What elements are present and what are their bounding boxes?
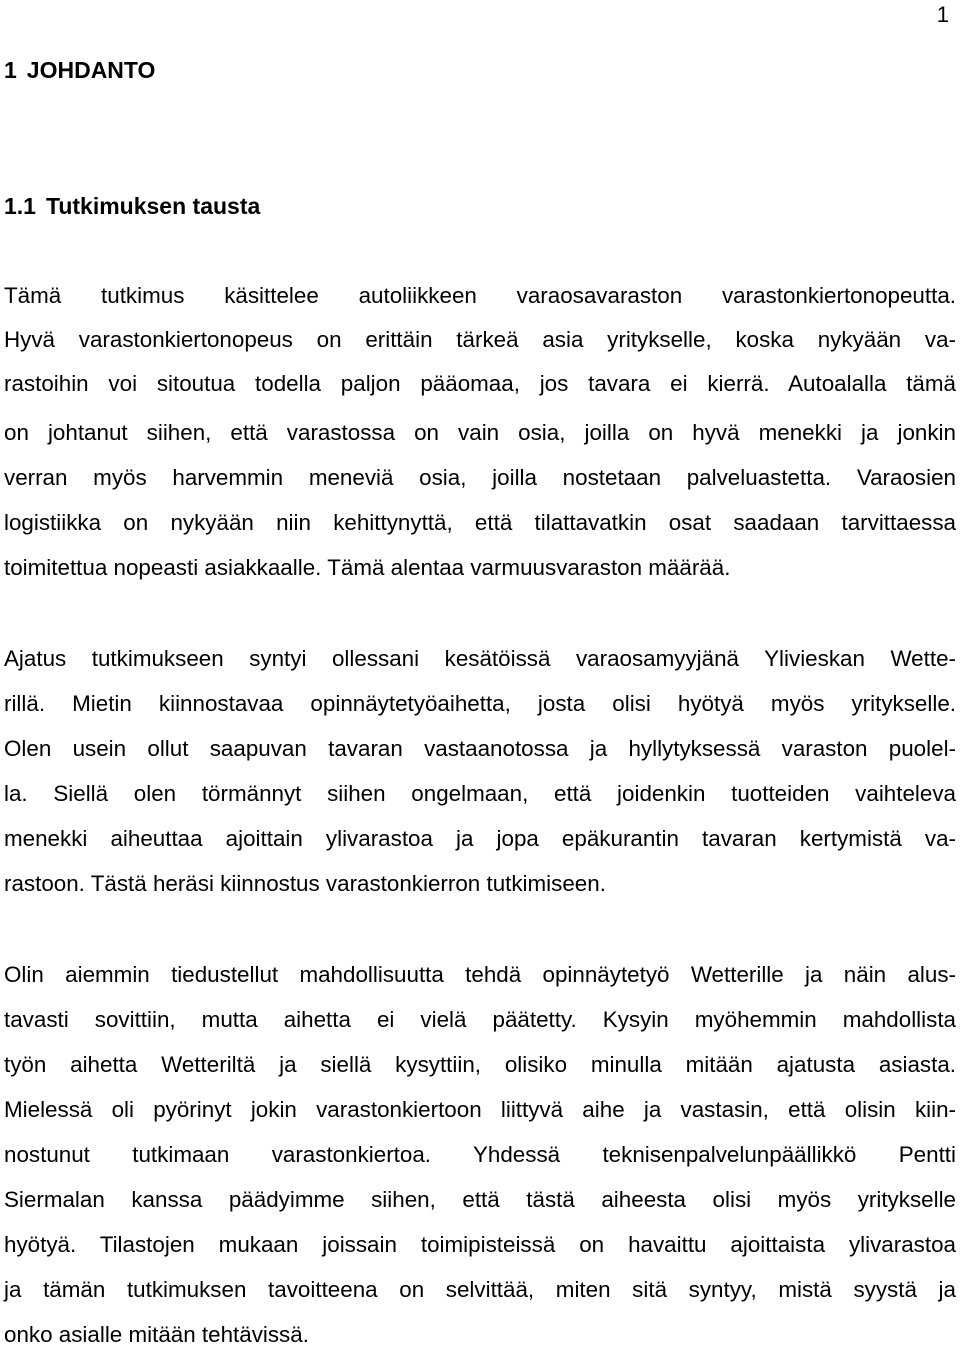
text-line: menekki aiheuttaa ajoittain ylivarastoa ja jopa epäkurantin tavaran kertymistä va-	[4, 826, 956, 851]
text-line: työn aihetta Wetteriltä ja siellä kysyttiin, olisiko minulla mitään ajatusta asiasta.	[4, 1052, 956, 1077]
text-line: tavasti sovittiin, mutta aihetta ei vielä päätetty. Kysyin myöhemmin mahdollista	[4, 1007, 956, 1032]
text-line: rastoon. Tästä heräsi kiinnostus varastonkierron tutkimiseen.	[4, 871, 606, 896]
text-line: ja tämän tutkimuksen tavoitteena on selvittää, miten sitä syntyy, mistä syystä ja	[4, 1277, 956, 1302]
text-line: on johtanut siihen, että varastossa on vain osia, joilla on hyvä menekki ja jonkin	[4, 420, 956, 445]
text-line: la. Siellä olen törmännyt siihen ongelmaan, että joidenkin tuotteiden vaihteleva	[4, 781, 956, 806]
text-line: toimitettua nopeasti asiakkaalle. Tämä alentaa varmuusvaraston määrää.	[4, 555, 731, 580]
text-line: rillä. Mietin kiinnostavaa opinnäytetyöaihetta, josta olisi hyötyä myös yritykselle.	[4, 691, 956, 716]
text-line: Hyvä varastonkiertonopeus on erittäin tärkeä asia yritykselle, koska nykyään va-	[4, 327, 956, 352]
text-line: Siermalan kanssa päädyimme siihen, että tästä aiheesta olisi myös yritykselle	[4, 1187, 956, 1212]
text-line: Tämä tutkimus käsittelee autoliikkeen varaosavaraston varastonkiertonopeutta.	[4, 283, 956, 308]
chapter-number: 1	[4, 57, 17, 83]
text-line: nostunut tutkimaan varastonkiertoa. Yhdessä teknisenpalvelunpäällikkö Pentti	[4, 1142, 956, 1167]
text-line: hyötyä. Tilastojen mukaan joissain toimipisteissä on havaittu ajoittaista ylivarastoa	[4, 1232, 956, 1257]
text-line: verran myös harvemmin meneviä osia, joilla nostetaan palveluastetta. Varaosien	[4, 465, 956, 490]
text-line: rastoihin voi sitoutua todella paljon pääomaa, jos tavara ei kierrä. Autoalalla tämä	[4, 371, 956, 396]
text-line: Olen usein ollut saapuvan tavaran vastaanotossa ja hyllytyksessä varaston puolel-	[4, 736, 956, 761]
section-title: Tutkimuksen tausta	[45, 193, 261, 219]
section-heading	[4, 191, 260, 221]
text-line: Ajatus tutkimukseen syntyi ollessani kesätöissä varaosamyyjänä Ylivieskan Wette-	[4, 646, 956, 671]
text-line: Olin aiemmin tiedustellut mahdollisuutta tehdä opinnäytetyö Wetterille ja näin alus-	[4, 962, 956, 987]
text-line: logistiikka on nykyään niin kehittynyttä, että tilattavatkin osat saadaan tarvittaessa	[4, 510, 956, 535]
section-number: 1.1	[4, 193, 36, 219]
chapter-title: JOHDANTO	[26, 57, 156, 83]
chapter-heading	[4, 55, 155, 85]
text-line: onko asialle mitään tehtävissä.	[4, 1322, 309, 1347]
text-line: Mielessä oli pyörinyt jokin varastonkiertoon liittyvä aihe ja vastasin, että olisin kiin-	[4, 1097, 956, 1122]
page-number: 1	[936, 2, 949, 27]
